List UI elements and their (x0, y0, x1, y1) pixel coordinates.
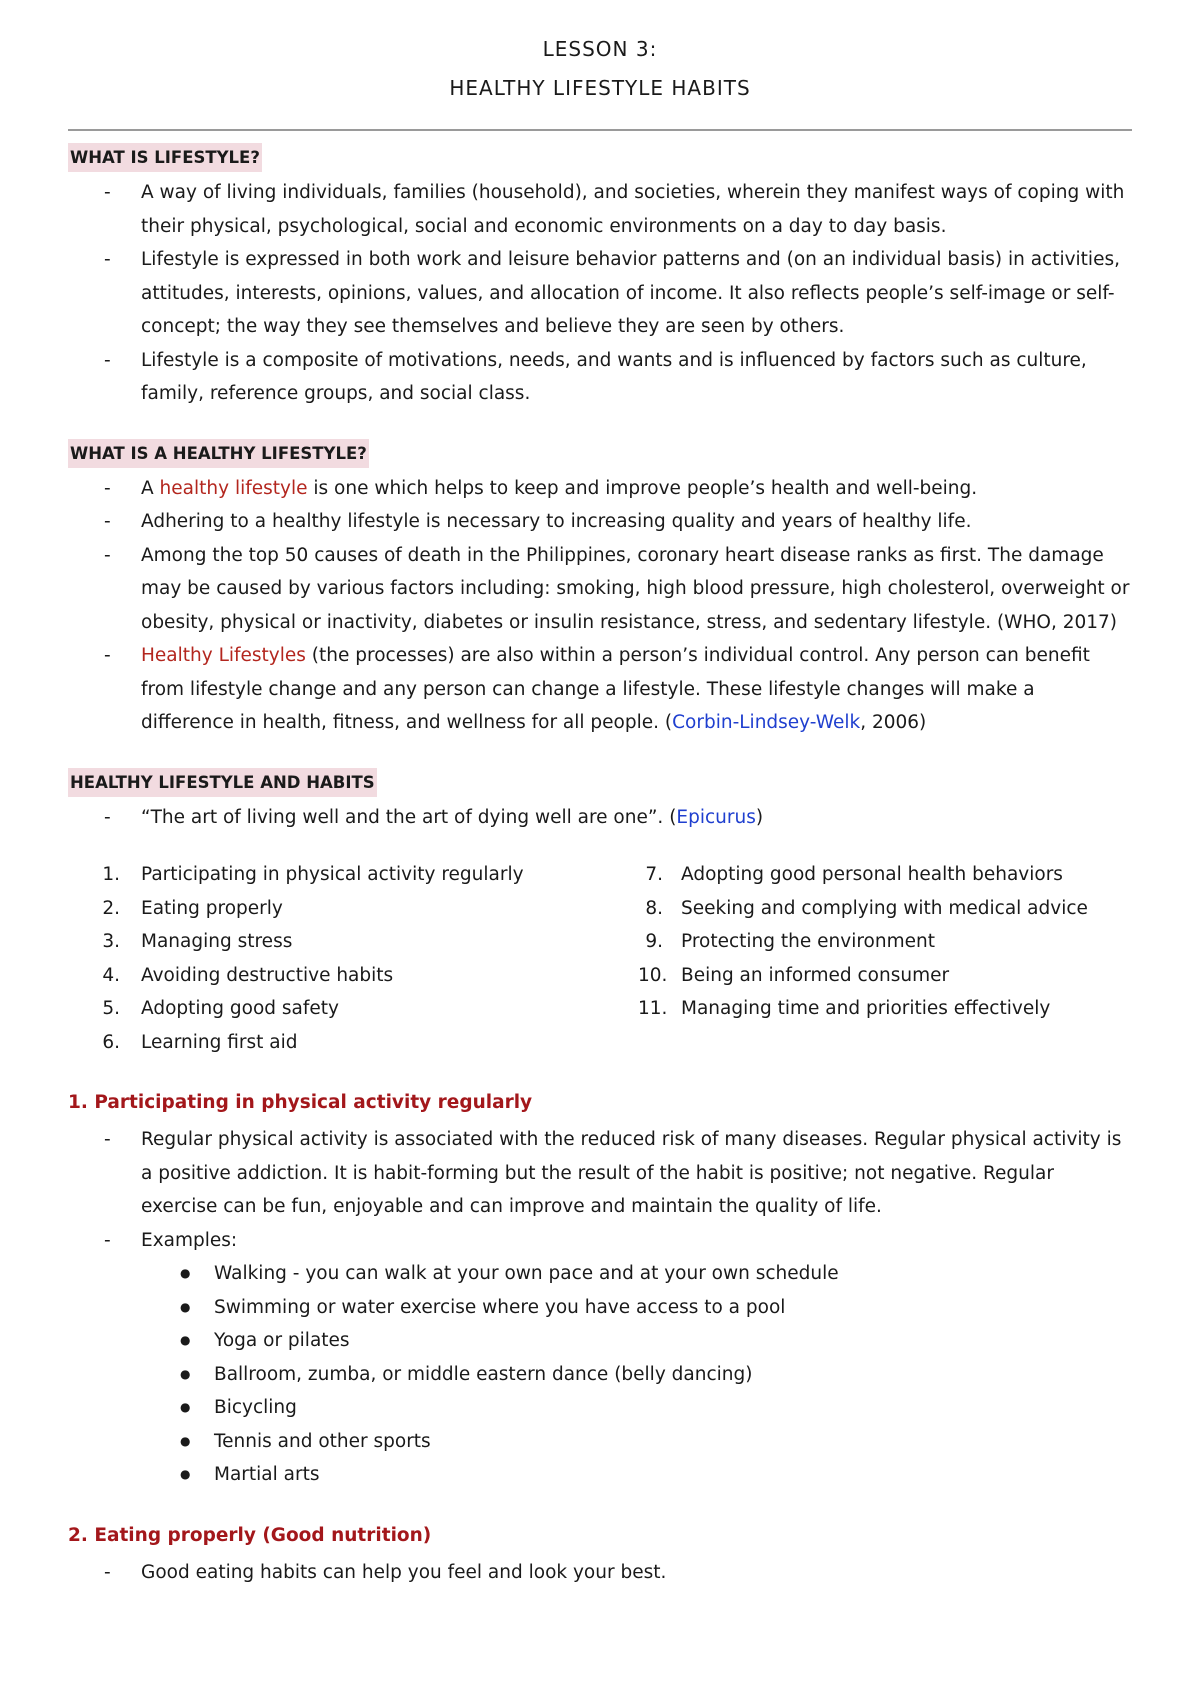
item-text: Being an informed consumer (681, 964, 950, 986)
list-item: - Among the top 50 causes of death in the Philippines, coronary heart disease ranks as first. The damage may be caused by various factors including: smoking, high blood pressure, high cholesterol, overweight or obesity, physical or inactivity, diabetes or insulin resistance, stress, and sedentary lifestyle. (WHO, 2017) (68, 539, 1132, 640)
text: A (141, 477, 160, 499)
numbered-item (68, 1026, 638, 1060)
dash-list (68, 176, 1132, 411)
list-item (68, 472, 1132, 506)
item-number: 6. (102, 1031, 120, 1053)
bullet-item: ● Ballroom, zumba, or middle eastern dance (belly dancing) (68, 1358, 1132, 1392)
numbered-item (68, 959, 638, 993)
item-text: Managing time and priorities effectively (681, 998, 1051, 1019)
highlight-term: Healthy Lifestyles (141, 645, 306, 666)
section-what-is-lifestyle (68, 143, 1132, 411)
item-number: 8. (645, 897, 663, 919)
section-heading: WHAT IS A HEALTHY LIFESTYLE? (68, 439, 369, 468)
section-healthy-lifestyle-and-habits (68, 768, 1132, 1060)
subsection-heading: 2. Eating properly (Good nutrition) (68, 1524, 432, 1546)
citation-link[interactable]: Corbin-Lindsey-Welk (672, 712, 861, 733)
item-number: 7. (645, 864, 663, 885)
item-text: Adopting good safety (141, 998, 339, 1019)
section-eating-properly (68, 1520, 1132, 1590)
numbered-item (638, 858, 1108, 892)
lesson-title: HEALTHY LIFESTYLE HABITS (449, 76, 751, 100)
item-number: 10. (638, 964, 668, 986)
numbered-item (68, 992, 638, 1026)
section-what-is-healthy-lifestyle (68, 439, 1132, 740)
text: (the processes) are also within a person’s individual control. Any person can benefit from lifestyle change and any person can change a lifestyle. These lifestyle changes will make a difference in health, fitness, and wellness for all people. ( (141, 645, 1090, 733)
list-item: - Adhering to a healthy lifestyle is necessary to increasing quality and years of healthy life. (68, 505, 1132, 539)
item-number: 1. (102, 864, 120, 885)
bullet-item: ● Swimming or water exercise where you have access to a pool (68, 1291, 1132, 1325)
bullet-item: ● Bicycling (68, 1391, 1132, 1425)
citation-link[interactable]: Epicurus (676, 806, 756, 828)
item-number: 4. (102, 964, 120, 986)
habits-column-left (68, 858, 638, 1059)
text: “The art of living well and the art of dying well are one”. ( (141, 806, 677, 828)
text: , 2006) (860, 712, 927, 733)
item-text: Managing stress (141, 931, 293, 952)
item-text: Seeking and complying with medical advice (681, 897, 1088, 919)
bullet-item: ● Tennis and other sports (68, 1425, 1132, 1459)
numbered-item (68, 858, 638, 892)
item-number: 2. (102, 897, 120, 919)
habits-numbered-list (68, 858, 1132, 1059)
numbered-item (68, 925, 638, 959)
numbered-item (638, 992, 1108, 1026)
bullet-item: ● Yoga or pilates (68, 1324, 1132, 1358)
section-heading: WHAT IS LIFESTYLE? (68, 143, 262, 172)
bullet-item: ● Walking - you can walk at your own pace and at your own schedule (68, 1257, 1132, 1291)
numbered-item (638, 959, 1108, 993)
text: is one which helps to keep and improve people’s health and well-being. (307, 477, 978, 499)
text: ) (755, 806, 764, 828)
numbered-item (68, 892, 638, 926)
dash-list (68, 1123, 1132, 1257)
list-item: - A way of living individuals, families (household), and societies, wherein they manifest ways of coping with their physical, psychological, social and economic environments on a day to day basis. (68, 176, 1132, 243)
quote-item (68, 801, 1132, 835)
list-item (68, 639, 1132, 740)
list-item: - Regular physical activity is associated with the reduced risk of many diseases. Regular physical activity is a positive addiction. It is habit-forming but the result of the habit is positive; not negative. Regular exercise can be fun, enjoyable and can improve and maintain the quality of life. (68, 1123, 1132, 1224)
title-divider (68, 129, 1132, 131)
dash-list (68, 1556, 1132, 1590)
lesson-number: LESSON 3: (542, 37, 658, 61)
item-number: 5. (102, 998, 120, 1019)
examples-bullet-list (68, 1257, 1132, 1492)
list-item: - Good eating habits can help you feel and look your best. (68, 1556, 1132, 1590)
highlight-term: healthy lifestyle (159, 477, 308, 499)
item-text: Adopting good personal health behaviors (681, 864, 1063, 885)
list-item: - Lifestyle is expressed in both work and leisure behavior patterns and (on an individual basis) in activities, attitudes, interests, opinions, values, and allocation of income. It also reflects people’s self-image or self-concept; the way they see themselves and believe they are seen by others. (68, 243, 1132, 344)
list-item: - Examples: (68, 1224, 1132, 1258)
item-text: Avoiding destructive habits (141, 964, 394, 986)
section-heading: HEALTHY LIFESTYLE AND HABITS (68, 768, 377, 797)
item-text: Protecting the environment (681, 931, 935, 952)
habits-column-right (638, 858, 1108, 1059)
item-number: 3. (102, 931, 120, 952)
list-item: - Lifestyle is a composite of motivations, needs, and wants and is influenced by factors such as culture, family, reference groups, and social class. (68, 344, 1132, 411)
item-text: Participating in physical activity regularly (141, 864, 524, 885)
dash-list (68, 801, 1132, 835)
dash-list (68, 472, 1132, 740)
numbered-item (638, 892, 1108, 926)
item-text: Learning first aid (141, 1031, 298, 1053)
item-number: 11. (638, 998, 668, 1019)
section-physical-activity (68, 1087, 1132, 1492)
item-text: Eating properly (141, 897, 283, 919)
numbered-item (638, 925, 1108, 959)
document-title (68, 30, 1132, 108)
subsection-heading: 1. Participating in physical activity regularly (68, 1092, 533, 1113)
bullet-item: ● Martial arts (68, 1458, 1132, 1492)
item-number: 9. (645, 931, 663, 952)
